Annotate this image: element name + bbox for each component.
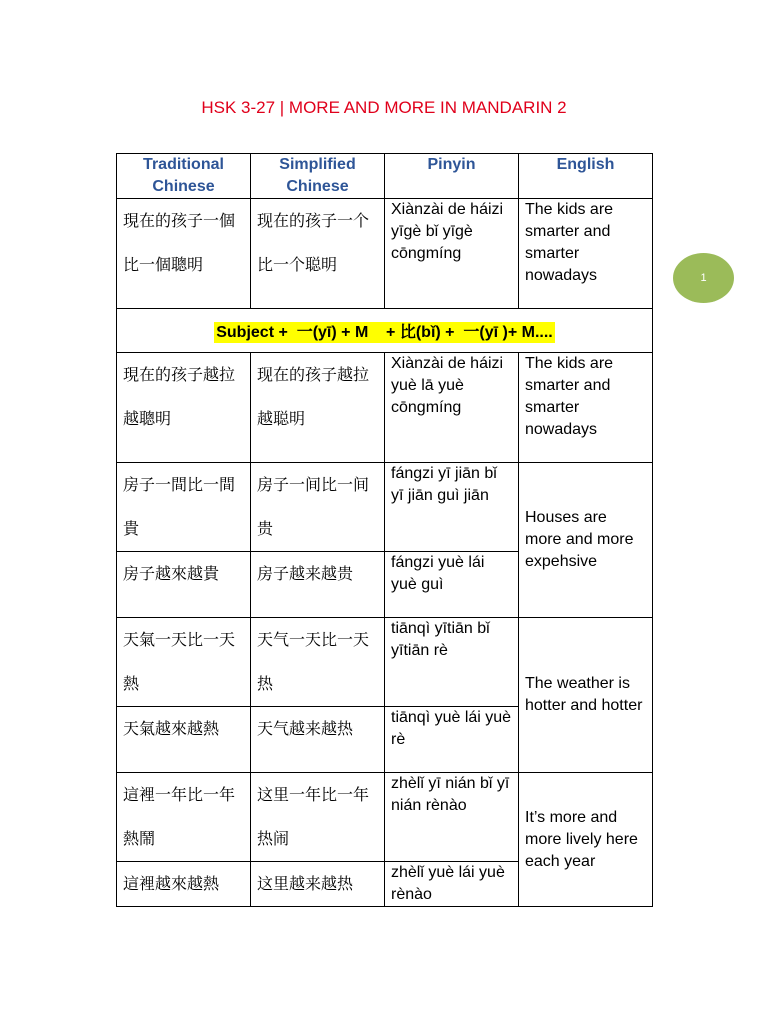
simplified-cell: 现在的孩子一个比一个聪明 [251, 199, 385, 309]
pinyin-cell: fángzi yī jiān bǐ yī jiān guì jiān [385, 463, 519, 552]
vocabulary-table [116, 153, 653, 907]
traditional-cell: 現在的孩子越拉越聰明 [117, 353, 251, 463]
traditional-cell: 房子一間比一間貴 [117, 463, 251, 552]
table-row [117, 773, 653, 862]
english-cell: The kids are smarter and smarter nowadays [519, 199, 653, 309]
simplified-cell: 现在的孩子越拉越聪明 [251, 353, 385, 463]
simplified-cell: 天气一天比一天热 [251, 618, 385, 707]
pinyin-cell: zhèlǐ yī nián bǐ yī nián rènào [385, 773, 519, 862]
simplified-cell: 房子一间比一间贵 [251, 463, 385, 552]
pinyin-cell: zhèlǐ yuè lái yuè rènào [385, 862, 519, 907]
pinyin-cell: fángzi yuè lái yuè guì [385, 552, 519, 618]
traditional-cell: 房子越來越貴 [117, 552, 251, 618]
table-row [117, 463, 653, 552]
english-cell: Houses are more and more expehsive [519, 463, 653, 618]
traditional-cell: 這裡越來越熱 [117, 862, 251, 907]
traditional-cell: 天氣一天比一天熱 [117, 618, 251, 707]
header-english: English [519, 154, 653, 199]
header-traditional: Traditional Chinese [117, 154, 251, 199]
english-cell: It’s more and more lively here each year [519, 773, 653, 907]
formula-row [117, 309, 653, 353]
simplified-cell: 天气越来越热 [251, 707, 385, 773]
traditional-cell: 現在的孩子一個比一個聰明 [117, 199, 251, 309]
english-cell: The kids are smarter and smarter nowadays [519, 353, 653, 463]
table-row [117, 199, 653, 309]
pinyin-cell: Xiànzài de háizi yuè lā yuè cōngmíng [385, 353, 519, 463]
formula-cell [117, 309, 653, 353]
page-title: HSK 3-27 | MORE AND MORE IN MANDARIN 2 [201, 98, 567, 117]
simplified-cell: 房子越来越贵 [251, 552, 385, 618]
pinyin-cell: tiānqì yītiān bǐ yītiān rè [385, 618, 519, 707]
table-row [117, 353, 653, 463]
traditional-cell: 這裡一年比一年熱鬧 [117, 773, 251, 862]
simplified-cell: 这里越来越热 [251, 862, 385, 907]
grammar-formula: Subject + 一(yī) + M + 比(bǐ) + 一(yī )+ M.... [216, 324, 553, 341]
table-row [117, 618, 653, 707]
traditional-cell: 天氣越來越熱 [117, 707, 251, 773]
page-number-badge: 1 [673, 253, 734, 303]
pinyin-cell: Xiànzài de háizi yīgè bǐ yīgè cōngmíng [385, 199, 519, 309]
simplified-cell: 这里一年比一年热闹 [251, 773, 385, 862]
header-simplified: Simplified Chinese [251, 154, 385, 199]
pinyin-cell: tiānqì yuè lái yuè rè [385, 707, 519, 773]
table-header-row [117, 154, 653, 199]
header-pinyin: Pinyin [385, 154, 519, 199]
english-cell: The weather is hotter and hotter [519, 618, 653, 773]
